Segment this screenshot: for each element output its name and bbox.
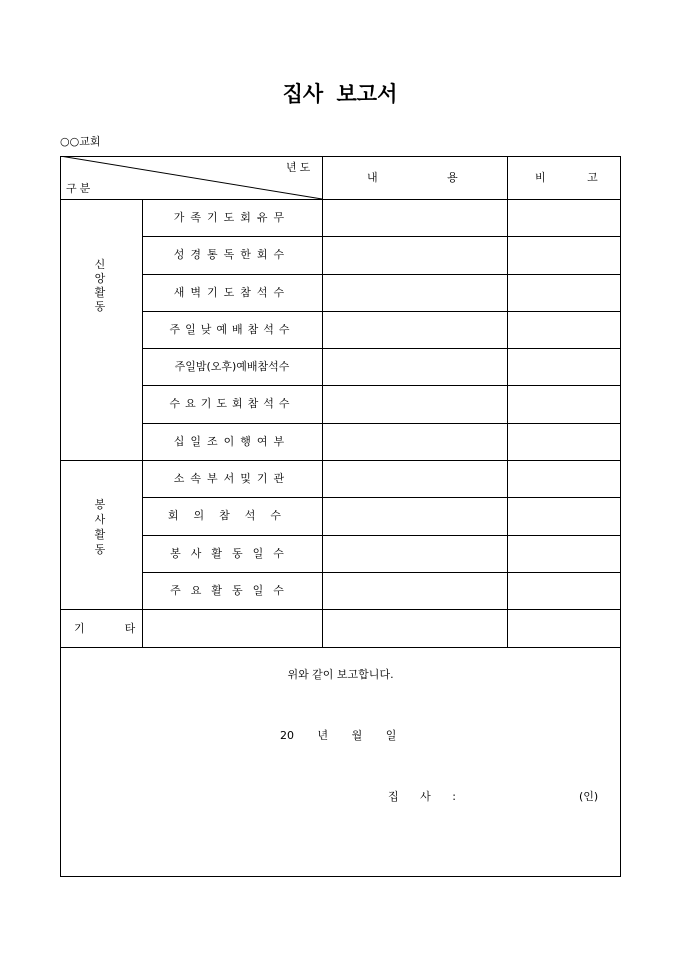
row-divider	[142, 423, 621, 424]
service-item: 주요활동일수	[170, 584, 294, 597]
header-category: 구분	[66, 182, 94, 195]
other-label: 기타	[74, 622, 176, 635]
column-divider	[142, 199, 143, 647]
faith-item: 주일밤(오후)예배참석수	[174, 360, 290, 373]
row-divider	[142, 348, 621, 349]
seal-mark: (인)	[579, 790, 599, 803]
faith-item: 십일조이행여부	[173, 435, 291, 448]
faith-item: 수요기도회참석수	[169, 397, 295, 410]
row-divider	[142, 385, 621, 386]
faith-item: 새벽기도참석수	[173, 286, 291, 299]
faith-item: 주일낮예배참석수	[169, 323, 295, 336]
faith-item: 가족기도회유무	[173, 211, 291, 224]
row-divider	[142, 274, 621, 275]
header-remarks: 비 고	[535, 171, 598, 184]
row-divider	[142, 236, 621, 237]
service-section-label: 봉사활동	[94, 498, 106, 556]
report-date: 20 년 월 일	[280, 729, 397, 742]
row-divider	[60, 460, 621, 461]
row-divider	[142, 572, 621, 573]
header-year: 년도	[286, 161, 314, 174]
signer-label: 집 사 :	[388, 790, 456, 803]
service-item: 봉사활동일수	[170, 547, 294, 560]
faith-section-label: 신앙활동	[94, 258, 106, 313]
row-divider	[142, 311, 621, 312]
faith-item: 성경통독한회수	[173, 248, 291, 261]
header-content: 내 용	[367, 171, 458, 184]
church-name: ○○교회	[60, 135, 101, 148]
row-divider	[60, 647, 621, 648]
service-item: 소속부서및기관	[173, 472, 291, 485]
header-diagonal-line	[60, 156, 323, 200]
row-divider	[60, 609, 621, 610]
report-statement: 위와 같이 보고합니다.	[287, 668, 394, 681]
service-item: 회의참석수	[167, 509, 297, 522]
row-divider	[142, 497, 621, 498]
row-divider	[142, 535, 621, 536]
column-divider	[322, 156, 323, 647]
column-divider	[507, 156, 508, 647]
page-title: 집사 보고서	[282, 81, 398, 106]
